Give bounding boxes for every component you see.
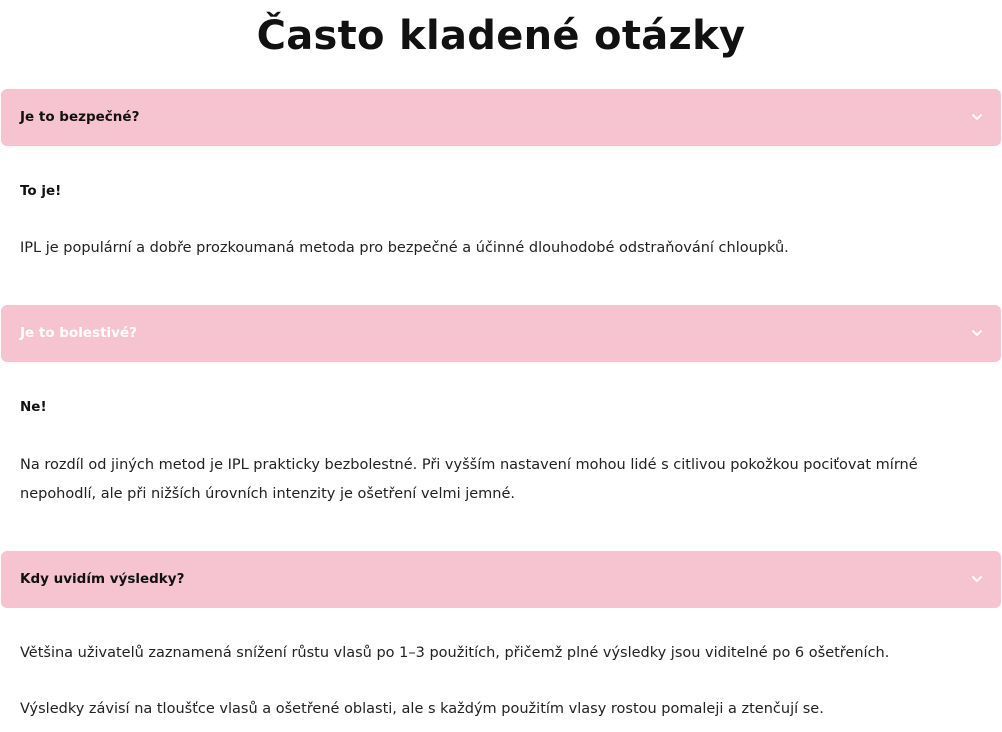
faq-header-is-it-painful[interactable] [1,305,1001,362]
faq-answer-text: Na rozdíl od jiných metod je IPL prakticky bezbolestné. Při vyšším nastavení mohou lidé s citlivou pokožkou pociťovat mírné [20,457,918,473]
chevron-down-icon[interactable] [971,327,983,339]
faq-header-is-it-safe[interactable] [1,89,1001,146]
faq-answer-lead: Ne! [20,399,47,415]
faq-answer-text: nepohodlí, ale při nižších úrovních intenzity je ošetření velmi jemné. [20,486,516,502]
faq-answer-lead: To je! [20,183,62,199]
faq-question: Je to bezpečné? [20,109,140,125]
chevron-down-icon[interactable] [971,573,983,585]
faq-question: Je to bolestivé? [20,325,137,341]
page-title: Často kladené otázky [256,13,746,59]
faq-answer-text: Výsledky závisí na tloušťce vlasů a ošetřené oblasti, ale s každým použitím vlasy rostou pomaleji a ztenčují se. [20,701,824,717]
faq-header-when-results[interactable] [1,551,1001,608]
faq-question: Kdy uvidím výsledky? [20,571,185,587]
chevron-down-icon[interactable] [971,111,983,123]
faq-answer-text: IPL je populární a dobře prozkoumaná metoda pro bezpečné a účinné dlouhodobé odstraňování chloupků. [20,240,789,256]
faq-answer-text: Většina uživatelů zaznamená snížení růstu vlasů po 1–3 použitích, přičemž plné výsledky jsou viditelné po 6 ošetřeních. [20,645,890,661]
